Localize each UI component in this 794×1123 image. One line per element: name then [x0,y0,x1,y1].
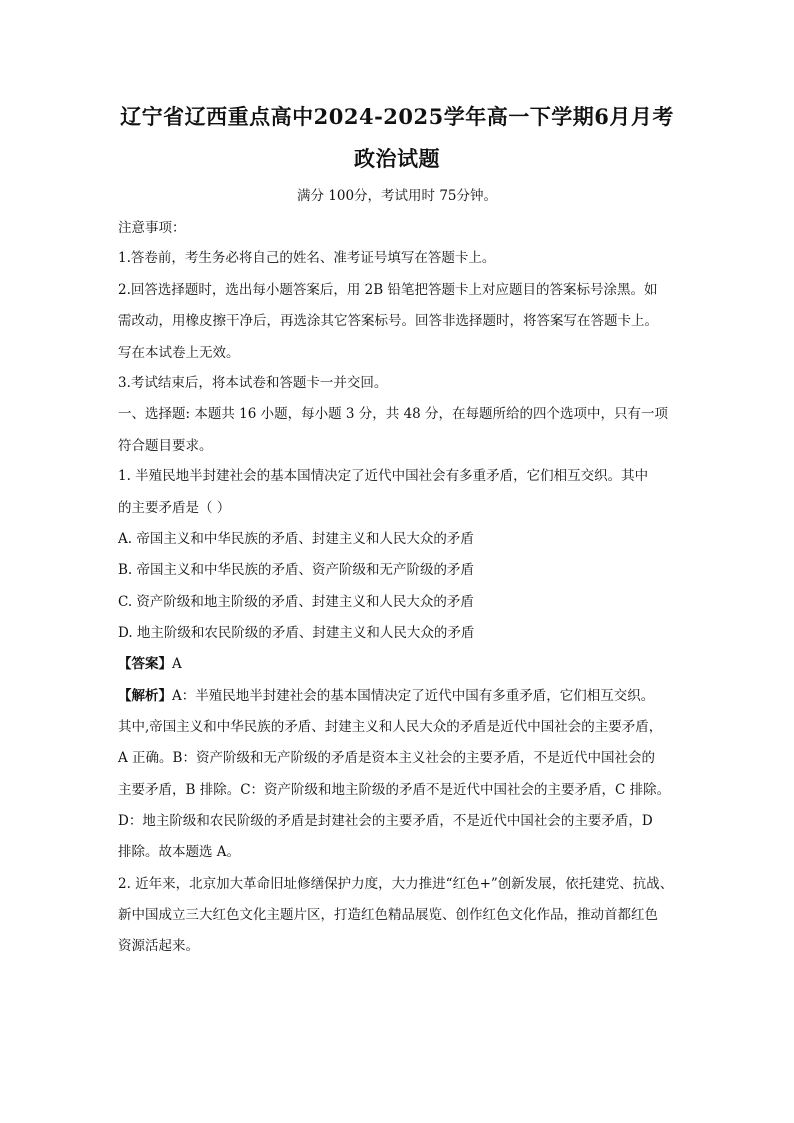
exam-subtitle: 满分 100分，考试用时 75分钟。 [296,188,498,204]
answer-label: 【答案】 [118,656,172,672]
answer-value: A [172,656,182,672]
q1-option-b: B. 帝国主义和中华民族的矛盾、资产阶级和无产阶级的矛盾 [118,562,475,578]
q2-stem-line1: 2. 近年来，北京加大革命旧址修缮保护力度，大力推进“红色+”创新发展，依托建党、抗战、 [118,876,674,892]
q1-answer [118,654,182,674]
analysis-text-1: A：半殖民地半封建社会的基本国情决定了近代中国有多重矛盾，它们相互交织。 [172,688,655,704]
section1-line2: 符合题目要求。 [118,438,213,454]
q1-option-d: D. 地主阶级和农民阶级的矛盾、封建主义和人民大众的矛盾 [118,625,475,641]
q1-analysis-line5: D：地主阶级和农民阶级的矛盾是封建社会的主要矛盾，不是近代中国社会的主要矛盾，D [118,813,653,829]
exam-title-line2: 政治试题 [354,146,440,171]
q1-analysis-line1 [118,686,654,706]
note-2-line2: 需改动，用橡皮擦干净后，再选涂其它答案标号。回答非选择题时，将答案写在答题卡上。 [118,313,658,329]
q1-analysis-line2: 其中,帝国主义和中华民族的矛盾、封建主义和人民大众的矛盾是近代中国社会的主要矛盾， [118,719,663,735]
q1-stem-line1: 1. 半殖民地半封建社会的基本国情决定了近代中国社会有多重矛盾，它们相互交织。其中 [118,468,649,484]
q1-analysis-line3: A 正确。B：资产阶级和无产阶级的矛盾是资本主义社会的主要矛盾，不是近代中国社会的 [118,750,655,766]
note-2-line1: 2.回答选择题时，选出每小题答案后，用 2B 铅笔把答题卡上对应题目的答案标号涂黑。如 [118,282,658,298]
q2-stem-line2: 新中国成立三大红色文化主题片区，打造红色精品展览、创作红色文化作品，推动首都红色 [118,907,658,923]
note-2-line3: 写在本试卷上无效。 [118,345,240,361]
exam-title-line1: 辽宁省辽西重点高中2024-2025学年高一下学期6月月考 [120,104,674,129]
notes-heading: 注意事项： [118,220,186,236]
q2-stem-line3: 资源活起来。 [118,938,199,954]
q1-option-c: C. 资产阶级和地主阶级的矛盾、封建主义和人民大众的矛盾 [118,594,474,610]
q1-stem-line2: 的主要矛盾是（ ） [118,500,231,516]
analysis-label: 【解析】 [118,688,172,704]
note-3: 3.考试结束后，将本试卷和答题卡一并交回。 [118,375,388,391]
q1-analysis-line4: 主要矛盾，B 排除。C：资产阶级和地主阶级的矛盾不是近代中国社会的主要矛盾，C 排除。 [118,782,671,798]
q1-option-a: A. 帝国主义和中华民族的矛盾、封建主义和人民大众的矛盾 [118,531,474,547]
section1-line1: 一、选择题: 本题共 16 小题，每小题 3 分，共 48 分，在每题所给的四个选项中，只有一项 [118,406,669,422]
note-1: 1.答卷前，考生务必将自己的姓名、准考证号填写在答题卡上。 [118,250,496,266]
q1-analysis-line6: 排除。故本题选 A。 [118,844,241,860]
